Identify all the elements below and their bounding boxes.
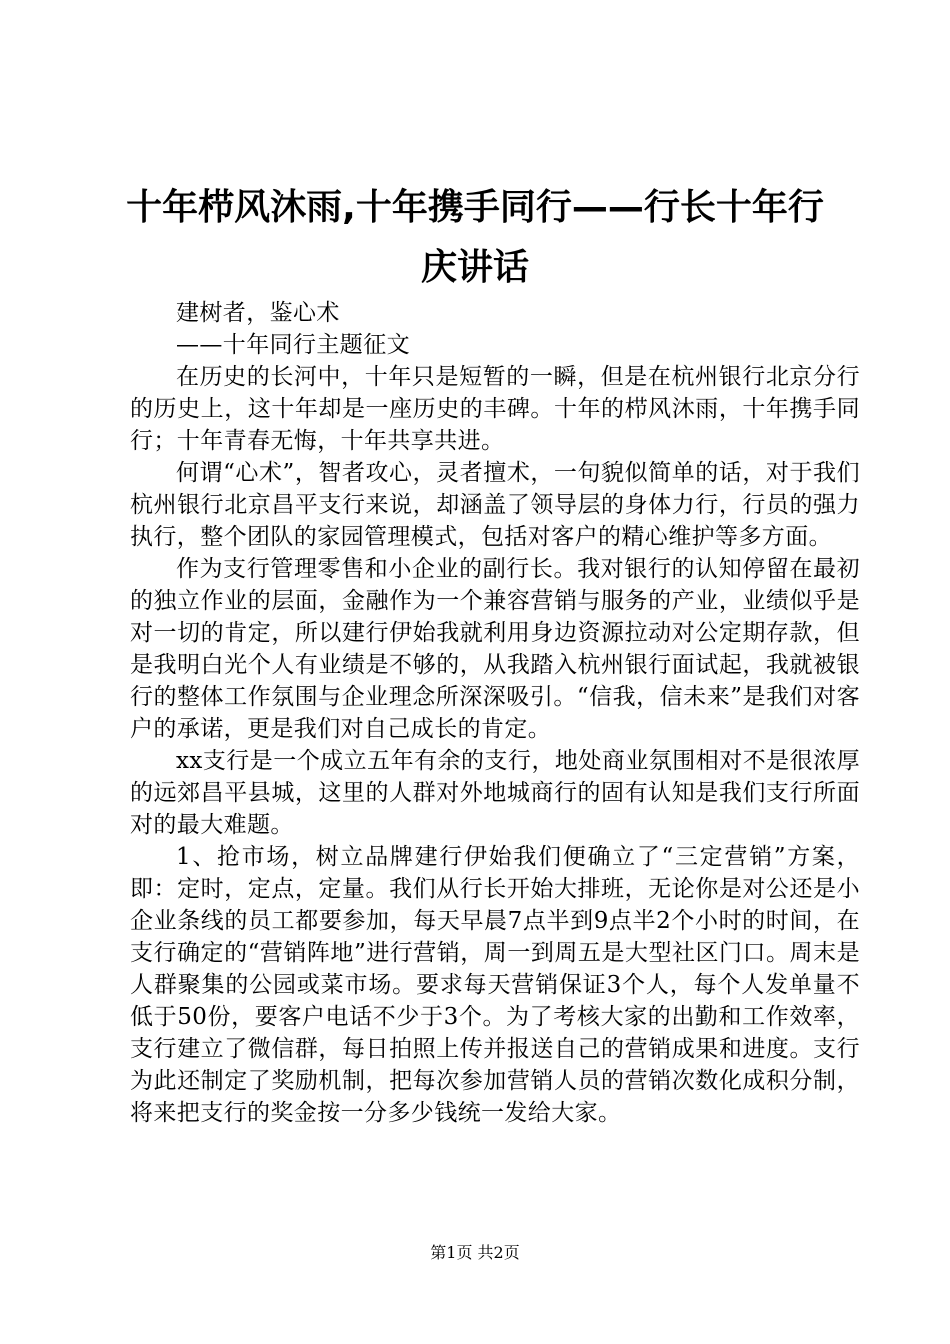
subtitle-author: 建树者，鉴心术 — [176, 300, 340, 326]
document-body — [130, 297, 860, 1129]
subtitle-theme: ——十年同行主题征文 — [176, 332, 410, 358]
title-line-2: 庆讲话 — [420, 247, 529, 288]
page-footer: 第1页 共2页 — [430, 1243, 520, 1262]
paragraph: 在历史的长河中，十年只是短暂的一瞬，但是在杭州银行北京分行的历史上，这十年却是一座历史的丰碑。十年的栉风沐雨，十年携手同行；十年青春无悔，十年共享共进。 — [130, 364, 860, 454]
paragraph: xx支行是一个成立五年有余的支行，地处商业氛围相对不是很浓厚的远郊昌平县城，这里的人群对外地城商行的固有认知是我们支行所面对的最大难题。 — [130, 748, 860, 838]
paragraph: 何谓“心术”，智者攻心，灵者擅术，一句貌似简单的话，对于我们杭州银行北京昌平支行来说，却涵盖了领导层的身体力行，行员的强力执行，整个团队的家园管理模式，包括对客户的精心维护等多方面。 — [130, 460, 860, 550]
title-line-1: 十年栉风沐雨,十年携手同行——行长十年行 — [126, 187, 824, 228]
paragraph: 作为支行管理零售和小企业的副行长。我对银行的认知停留在最初的独立作业的层面，金融作为一个兼容营销与服务的产业，业绩似乎是对一切的肯定，所以建行伊始我就利用身边资源拉动对公定期存款，但是我明白光个人有业绩是不够的，从我踏入杭州银行面试起，我就被银行的整体工作氛围与企业理念所深深吸引。“信我，信未来”是我们对客户的承诺，更是我们对自己成长的肯定。 — [130, 556, 860, 742]
paragraph: 1、抢市场，树立品牌建行伊始我们便确立了“三定营销”方案，即：定时，定点，定量。我们从行长开始大排班，无论你是对公还是小企业条线的员工都要参加，每天早晨7点半到9点半2个小时的时间，在支行确定的“营销阵地”进行营销，周一到周五是大型社区门口。周末是人群聚集的公园或菜市场。要求每天营销保证3个人，每个人发单量不低于50份，要客户电话不少于3个。为了考核大家的出勤和工作效率，支行建立了微信群，每日拍照上传并报送自己的营销成果和进度。支行为此还制定了奖励机制，把每次参加营销人员的营销次数化成积分制，将来把支行的奖金按一分多少钱统一发给大家。 — [130, 844, 860, 1126]
